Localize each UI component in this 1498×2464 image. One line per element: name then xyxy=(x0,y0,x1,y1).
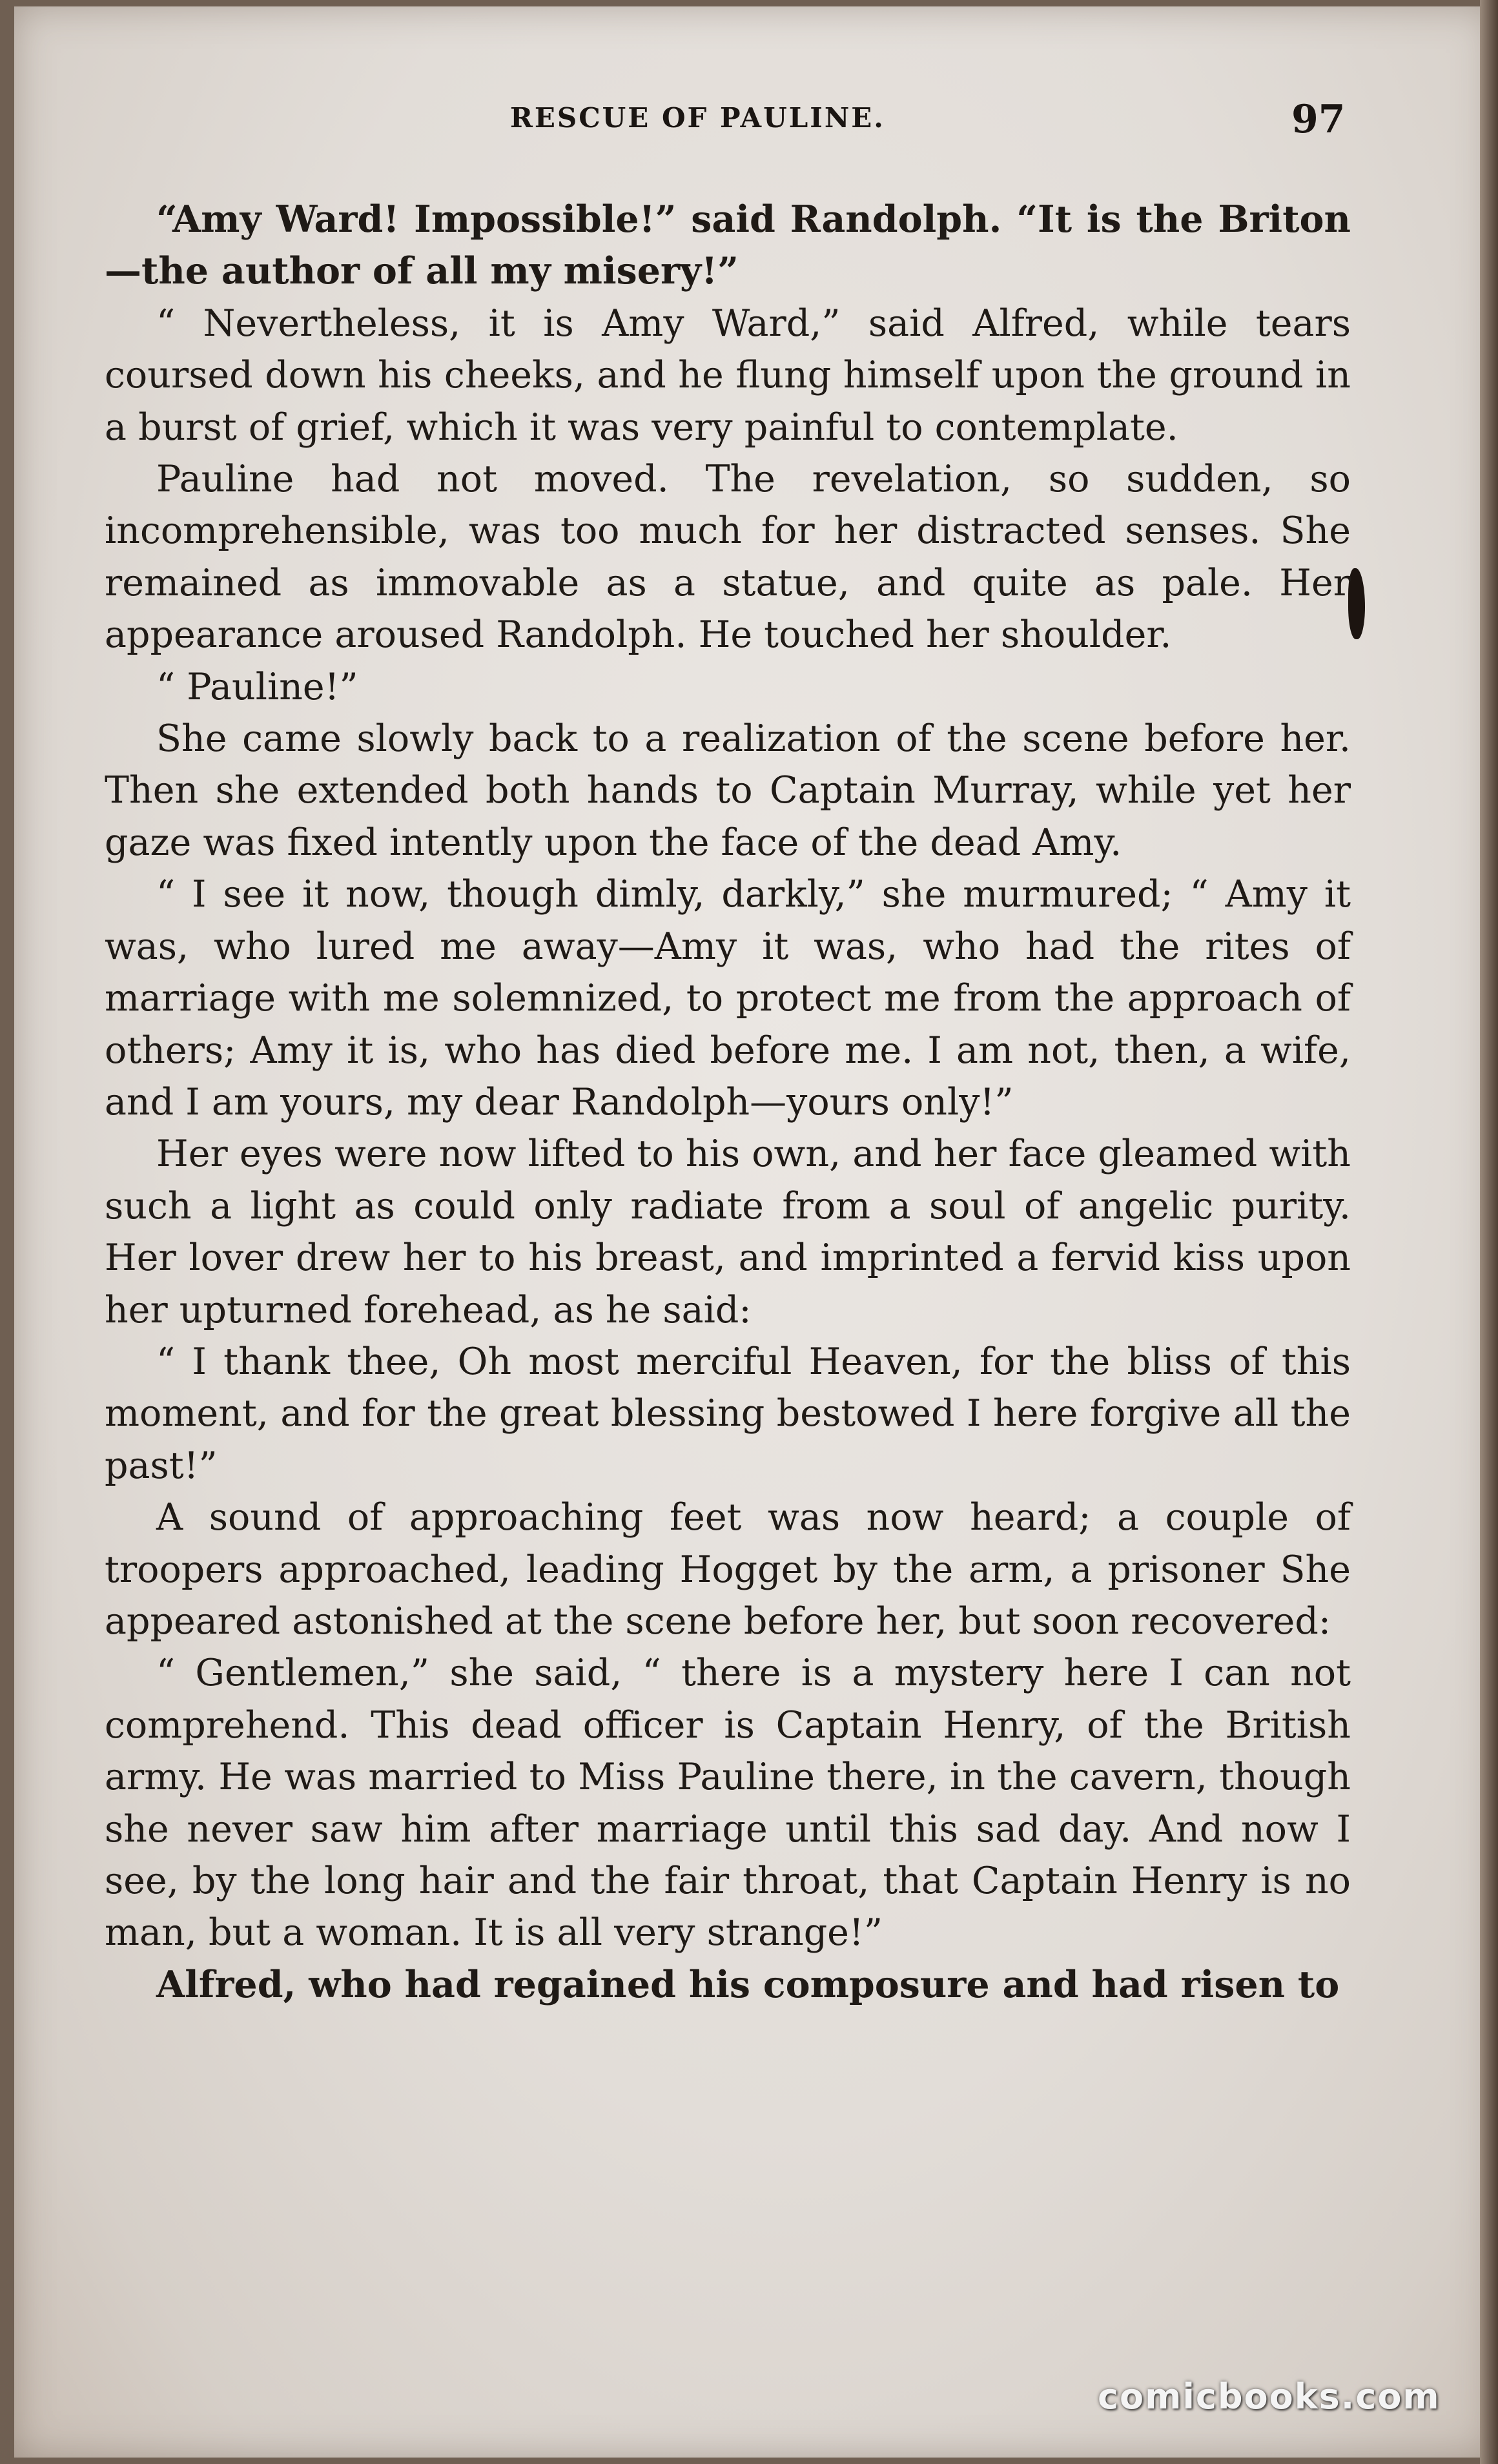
paragraph: She came slowly back to a realization of the scene before her. Then she extended both hands to Captain Murray, while yet her gaze was fixed intently upon the face of the dead Amy. xyxy=(105,717,1351,864)
paragraph: Pauline had not moved. The revelation, so sudden, so incomprehensible, was too much for her distracted senses. She remained as immovable as a statue, and quite as pale. Her appearance aroused Randolph. He touched her shoulder. xyxy=(105,458,1351,657)
running-header xyxy=(0,97,1498,149)
paragraph: Her eyes were now lifted to his own, and her face gleamed with such a light as could only radiate from a soul of angelic purity. Her lover drew her to his breast, and imprinted a fervid kiss upon her upturned forehead, as he said: xyxy=(105,1133,1351,1331)
page-number: 97 xyxy=(1291,97,1346,142)
chapter-title: RESCUE OF PAULINE. xyxy=(510,102,885,134)
watermark: comicbooks.com xyxy=(1098,2376,1441,2417)
paragraph: “ I thank thee, Oh most merciful Heaven, for the bliss of this moment, and for the great blessing bestowed I here forgive all the past!” xyxy=(105,1340,1351,1487)
paragraph: “ I see it now, though dimly, darkly,” she murmured; “ Amy it was, who lured me away—Amy it was, who had the rites of marriage with me solemnized, to protect me from the approach of others; Amy it is, who has died before me. I am not, then, a wife, and I am yours, my dear Randolph—yours only!” xyxy=(105,873,1351,1124)
page-edge-shadow xyxy=(1480,0,1498,2464)
paragraph: “ Nevertheless, it is Amy Ward,” said Alfred, while tears coursed down his cheeks, and he flung himself upon the ground in a burst of grief, which it was very painful to contemplate. xyxy=(105,302,1351,449)
paragraph: “ Pauline!” xyxy=(156,665,358,708)
body-text xyxy=(105,194,1351,2011)
paragraph: “ Gentlemen,” she said, “ there is a mystery here I can not comprehend. This dead officer is Captain Henry, of the British army. He was married to Miss Pauline there, in the cavern, though she never saw him after marriage until this sad day. And now I see, by the long hair and the fair throat, that Captain Henry is no man, but a woman. It is all very strange!” xyxy=(105,1652,1351,1955)
paragraph: Alfred, who had regained his composure and had risen to xyxy=(156,1962,1340,2006)
paragraph: A sound of approaching feet was now heard; a couple of troopers approached, leading Hogget by the arm, a prisoner She appeared astonished at the scene before her, but soon recovered: xyxy=(105,1496,1351,1643)
paragraph: “Amy Ward! Impossible!” said Randolph. “It is the Briton—the author of all my misery!” xyxy=(105,198,1351,293)
